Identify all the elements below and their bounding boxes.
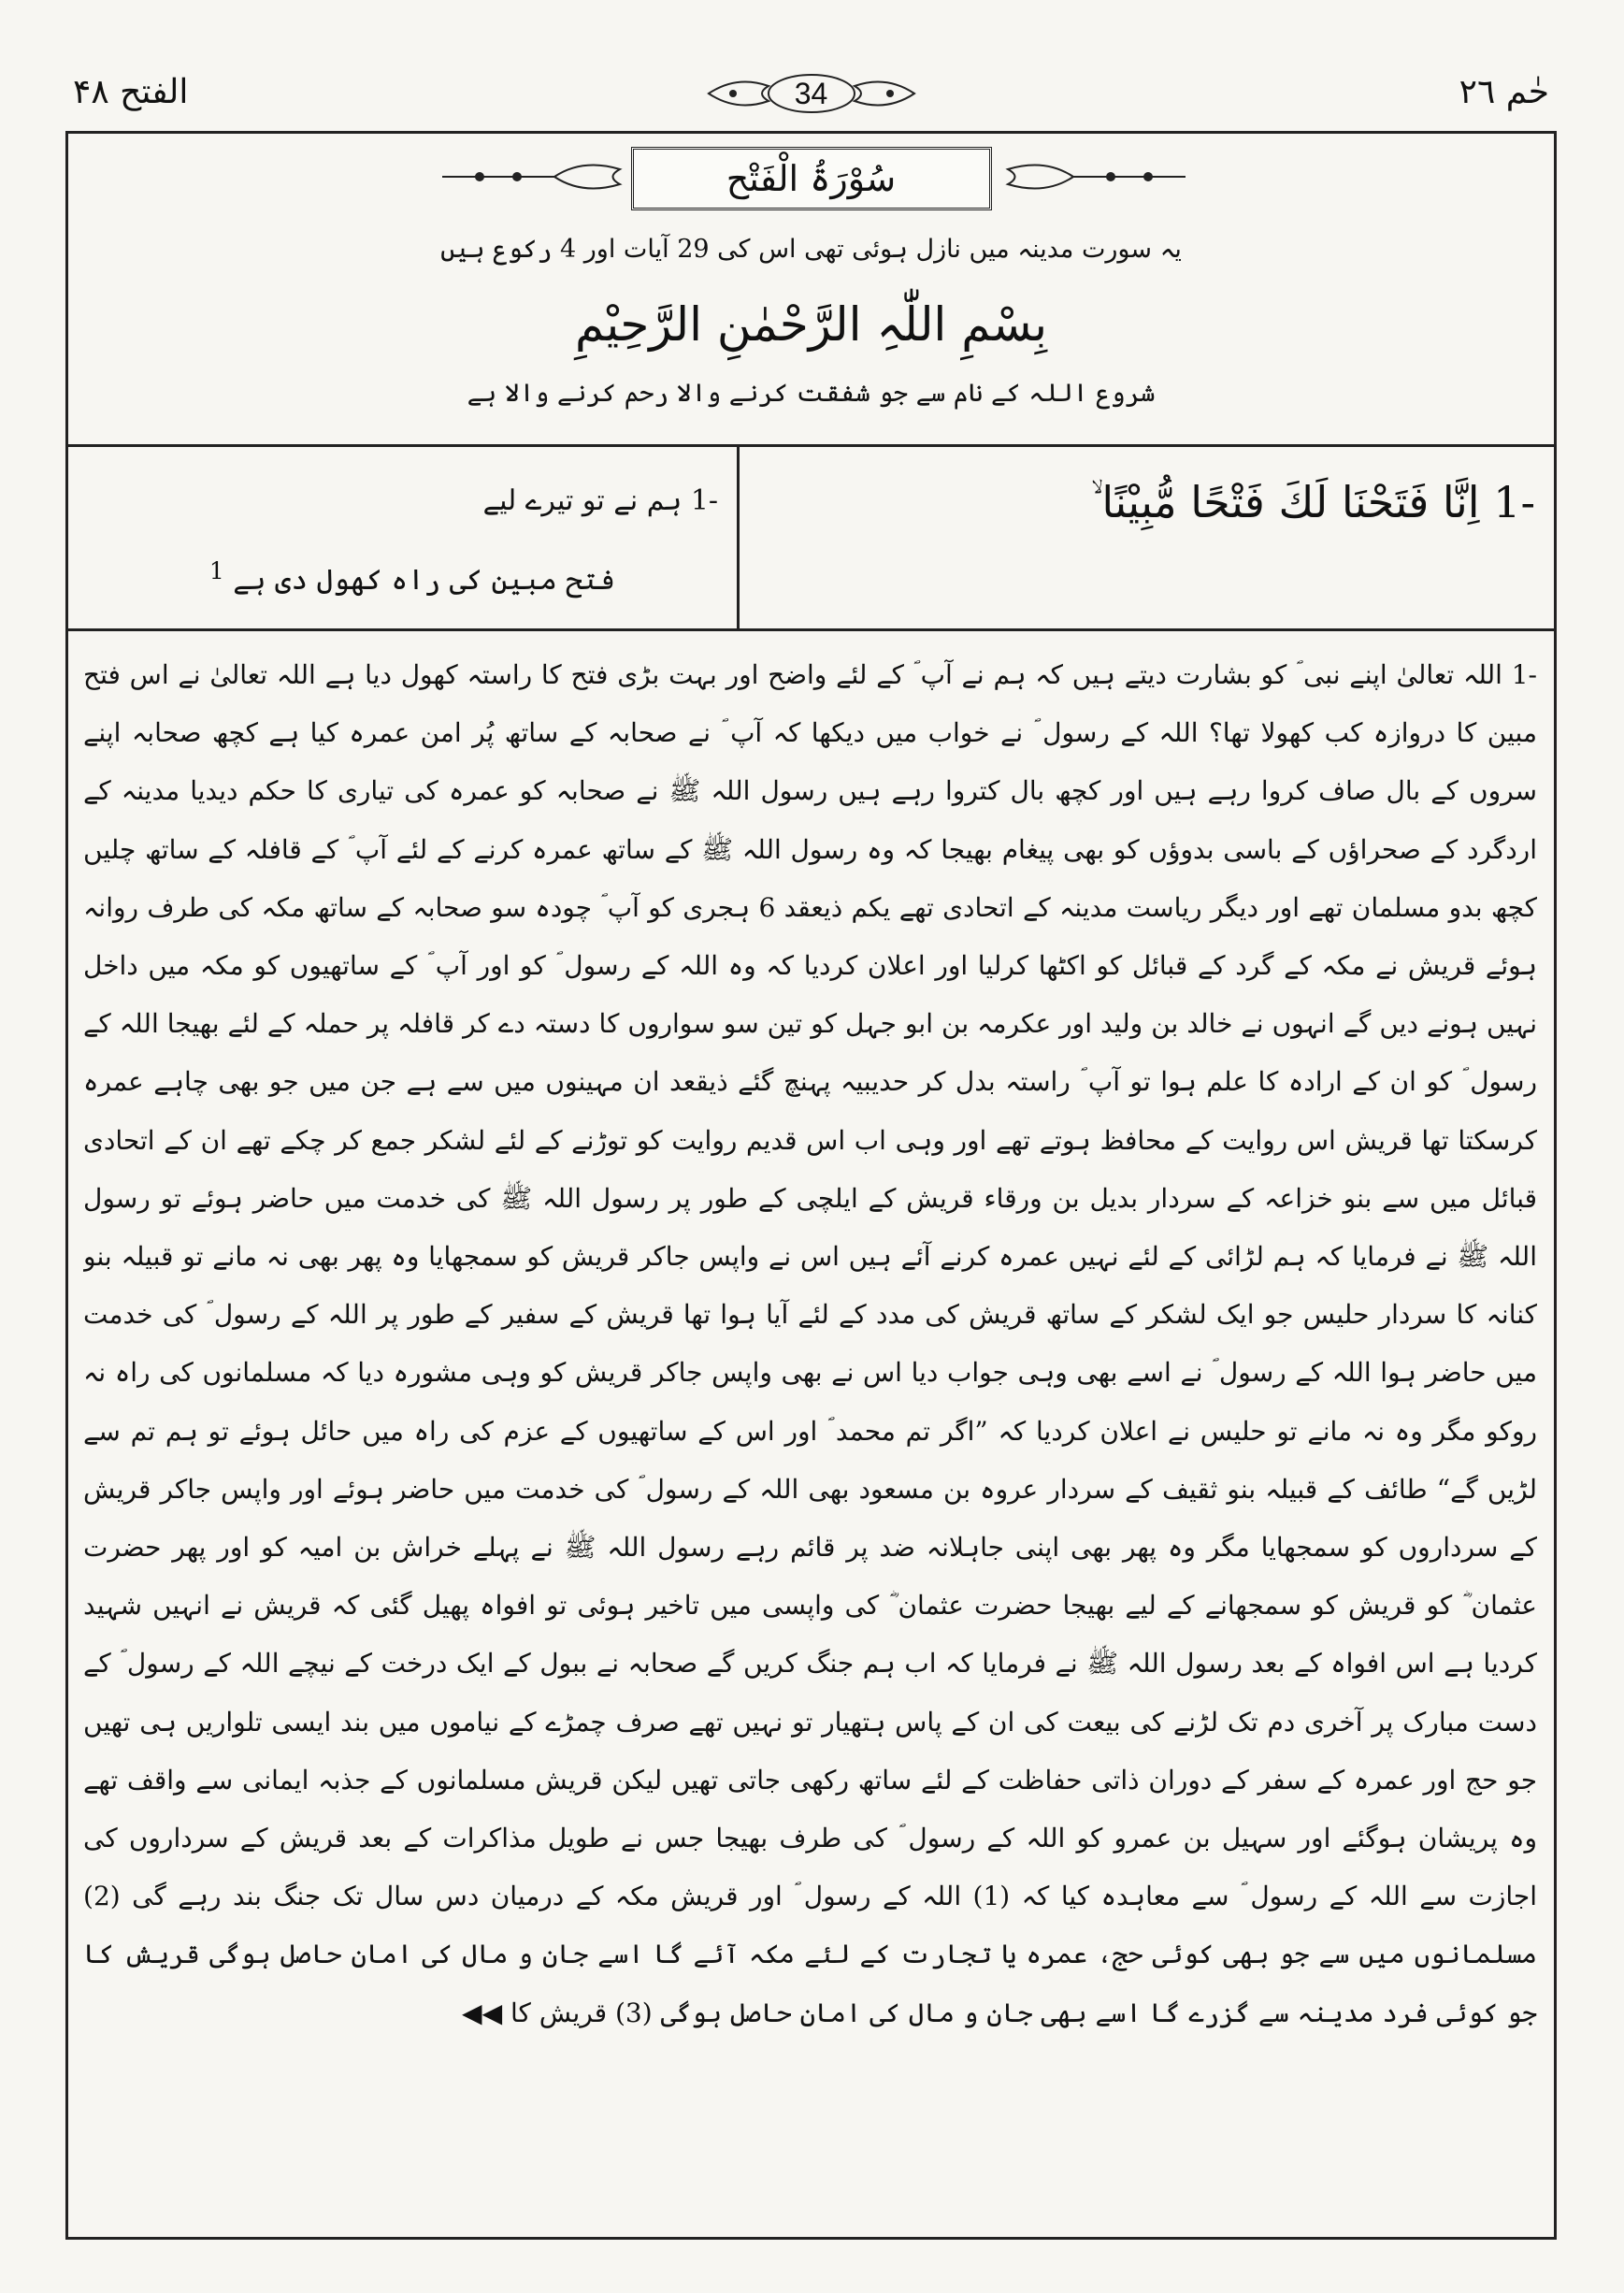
verse-translation-text: فتح مبین کی راہ کھول دی ہے	[233, 564, 616, 597]
surah-title-row	[68, 134, 1554, 220]
verse-arabic	[1091, 477, 1535, 529]
footnote-marker: 1	[208, 557, 224, 584]
verse-arabic-text: اِنَّا فَتَحْنَا لَكَ فَتْحًا مُّبِیْنًا ۙ	[1090, 477, 1480, 527]
page-number: 34	[794, 76, 828, 110]
header-surah-name: الفتح ۴۸	[73, 73, 189, 111]
bismillah-translation: شروع اللہ کے نام سے جو شفقت کرنے والا رحم کرنے والا ہے	[467, 379, 1156, 408]
left-ornament-icon	[442, 158, 629, 195]
verse-translation-line-2	[209, 557, 615, 597]
page-frame	[65, 131, 1557, 2240]
bismillah-arabic: بِسْمِ اللّٰہِ الرَّحْمٰنِ الرَّحِیْمِ	[574, 297, 1048, 352]
arabic-column	[737, 447, 1554, 628]
commentary-text: -1 اللہ تعالیٰ اپنے نبی ؐ کو بشارت دیتے ہیں کہ ہم نے آپ ؐ کے لئے واضح اور بہت بڑی فتح کا راستہ کھول دیا ہے اللہ تعالیٰ نے اس فتح مبین کا دروازہ کب کھولا تھا؟ اللہ کے رسول ؐ نے خواب میں دیکھا کہ آپ ؐ نے صحابہ کے ساتھ پُر امن عمرہ کیا ہے کچھ صحابہ اپنے سروں کے بال صاف کروا رہے ہیں اور کچھ بال کتروا رہے ہیں رسول اللہ ﷺ نے صحابہ کو عمرہ کی تیاری کا حکم دیدیا مدینہ کے اردگرد کے صحراؤں کے باسی بدوؤں کو بھی پیغام بھیجا کہ وہ رسول اللہ ﷺ کے ساتھ عمرہ کرنے کے لئے آپ ؐ کے قافلہ کے ساتھ چلیں کچھ بدو مسلمان تھے اور دیگر ریاست مدینہ کے اتحادی تھے یکم ذیعقد 6 ہجری کو آپ ؐ چودہ سو صحابہ کے ساتھ مکہ کی طرف روانہ ہوئے قریش نے مکہ کے گرد کے قبائل کو اکٹھا کرلیا اور اعلان کردیا کہ وہ اللہ کے رسول ؐ کو اور آپ ؐ کے ساتھیوں کو مکہ میں داخل نہیں ہونے دیں گے انہوں نے خالد بن ولید اور عکرمہ بن ابو جہل کو تین سو سواروں کا دستہ دے کر قافلہ پر حملہ کے لئے بھیجا اللہ کے رسول ؐ کو ان کے ارادہ کا علم ہوا تو آپ ؐ راستہ بدل کر حدیبیہ پہنچ گئے ذیقعد ان مہینوں میں سے ہے جن میں جو بھی چاہے عمرہ کرسکتا تھا قریش اس روایت کے محافظ ہوتے تھے اور وہی اب اس قدیم روایت کو توڑنے کے لئے لشکر جمع کر چکے تھے ان کے اتحادی قبائل میں سے بنو خزاعہ کے سردار بدیل بن ورقاء قریش کے ایلچی کے طور پر رسول اللہ ﷺ کی خدمت میں حاضر ہوئے تو رسول اللہ ﷺ نے فرمایا کہ ہم لڑائی کے لئے نہیں عمرہ کرنے آئے ہیں اس نے واپس جاکر قریش کو سمجھایا وہ پھر بھی نہ مانے تو قبیلہ بنو کنانہ کا سردار حلیس جو ایک لشکر کے ساتھ قریش کی مدد کے لئے آیا ہوا تھا قریش کے سفیر کے طور پر اللہ کے رسول ؐ کی خدمت میں حاضر ہوا اللہ کے رسول ؐ نے اسے بھی وہی جواب دیا اس نے بھی واپس جاکر قریش کو وہی مشورہ دیا کہ مسلمانوں کی راہ نہ روکو مگر وہ نہ مانے تو حلیس نے اعلان کردیا کہ ”اگر تم محمد ؐ اور اس کے ساتھیوں کے عزم کی راہ میں حائل ہوئے تو ہم تم سے لڑیں گے“ طائف کے قبیلہ بنو ثقیف کے سردار عروہ بن مسعود بھی اللہ کے رسول ؐ کی خدمت میں حاضر ہوئے اور واپس جاکر قریش کے سرداروں کو سمجھایا مگر وہ پھر بھی اپنی جاہلانہ ضد پر قائم رہے رسول اللہ ﷺ نے پہلے خراش بن امیہ کو اور پھر حضرت عثمان ؓ کو قریش کو سمجھانے کے لیے بھیجا حضرت عثمان ؓ کی واپسی میں تاخیر ہوئی تو افواہ پھیل گئی کہ قریش نے انہیں شہید کردیا ہے اس افواہ کے بعد رسول اللہ ﷺ نے فرمایا کہ اب ہم جنگ کریں گے صحابہ نے ببول کے ایک درخت کے نیچے اللہ کے رسول ؐ کے دست مبارک پر آخری دم تک لڑنے کی بیعت کی ان کے پاس ہتھیار تو نہیں تھے صرف چمڑے کے نیاموں میں بند ایسی تلواریں ہی تھیں جو حج اور عمرہ کے سفر کے دوران ذاتی حفاظت کے لئے ساتھ رکھی جاتی تھیں لیکن قریش مسلمانوں کے جذبہ ایمانی سے واقف تھے وہ پریشان ہوگئے اور سہیل بن عمرو کو اللہ کے رسول ؐ کی طرف بھیجا جس نے طویل مذاکرات کے بعد قریش کے سرداروں کی اجازت سے اللہ کے رسول ؐ سے معاہدہ کیا کہ (1) اللہ کے رسول ؐ اور قریش مکہ کے درمیان دس سال تک جنگ بند رہے گی (2) مسلمانوں میں سے جو بھی کوئی حج، عمرہ یا تجارت کے لئے مکہ آئے گا اسے جان و مال کی امان حاصل ہوگی قریش کا جو کوئی فرد مدینہ سے گزرے گا اسے بھی جان و مال کی امان حاصل ہوگی (3) قریش کا ◀◀	[83, 659, 1537, 2028]
page-header	[65, 73, 1557, 120]
verse-translation-line-1: -1 ہم نے تو تیرے لیے	[482, 484, 719, 517]
page-number-badge	[699, 69, 924, 118]
translation-column	[68, 447, 737, 628]
surah-title: سُوْرَۃُ الْفَتْح	[631, 147, 992, 210]
surah-intro: یہ سورت مدینہ میں نازل ہوئی تھی اس کی 29 آیات اور 4 رکوع ہیں	[440, 235, 1182, 264]
verse-number: -1	[1493, 477, 1535, 527]
verse-table	[68, 444, 1554, 631]
header-para-name: حٰم ۲٦	[1459, 73, 1549, 111]
right-ornament-icon	[999, 158, 1186, 195]
